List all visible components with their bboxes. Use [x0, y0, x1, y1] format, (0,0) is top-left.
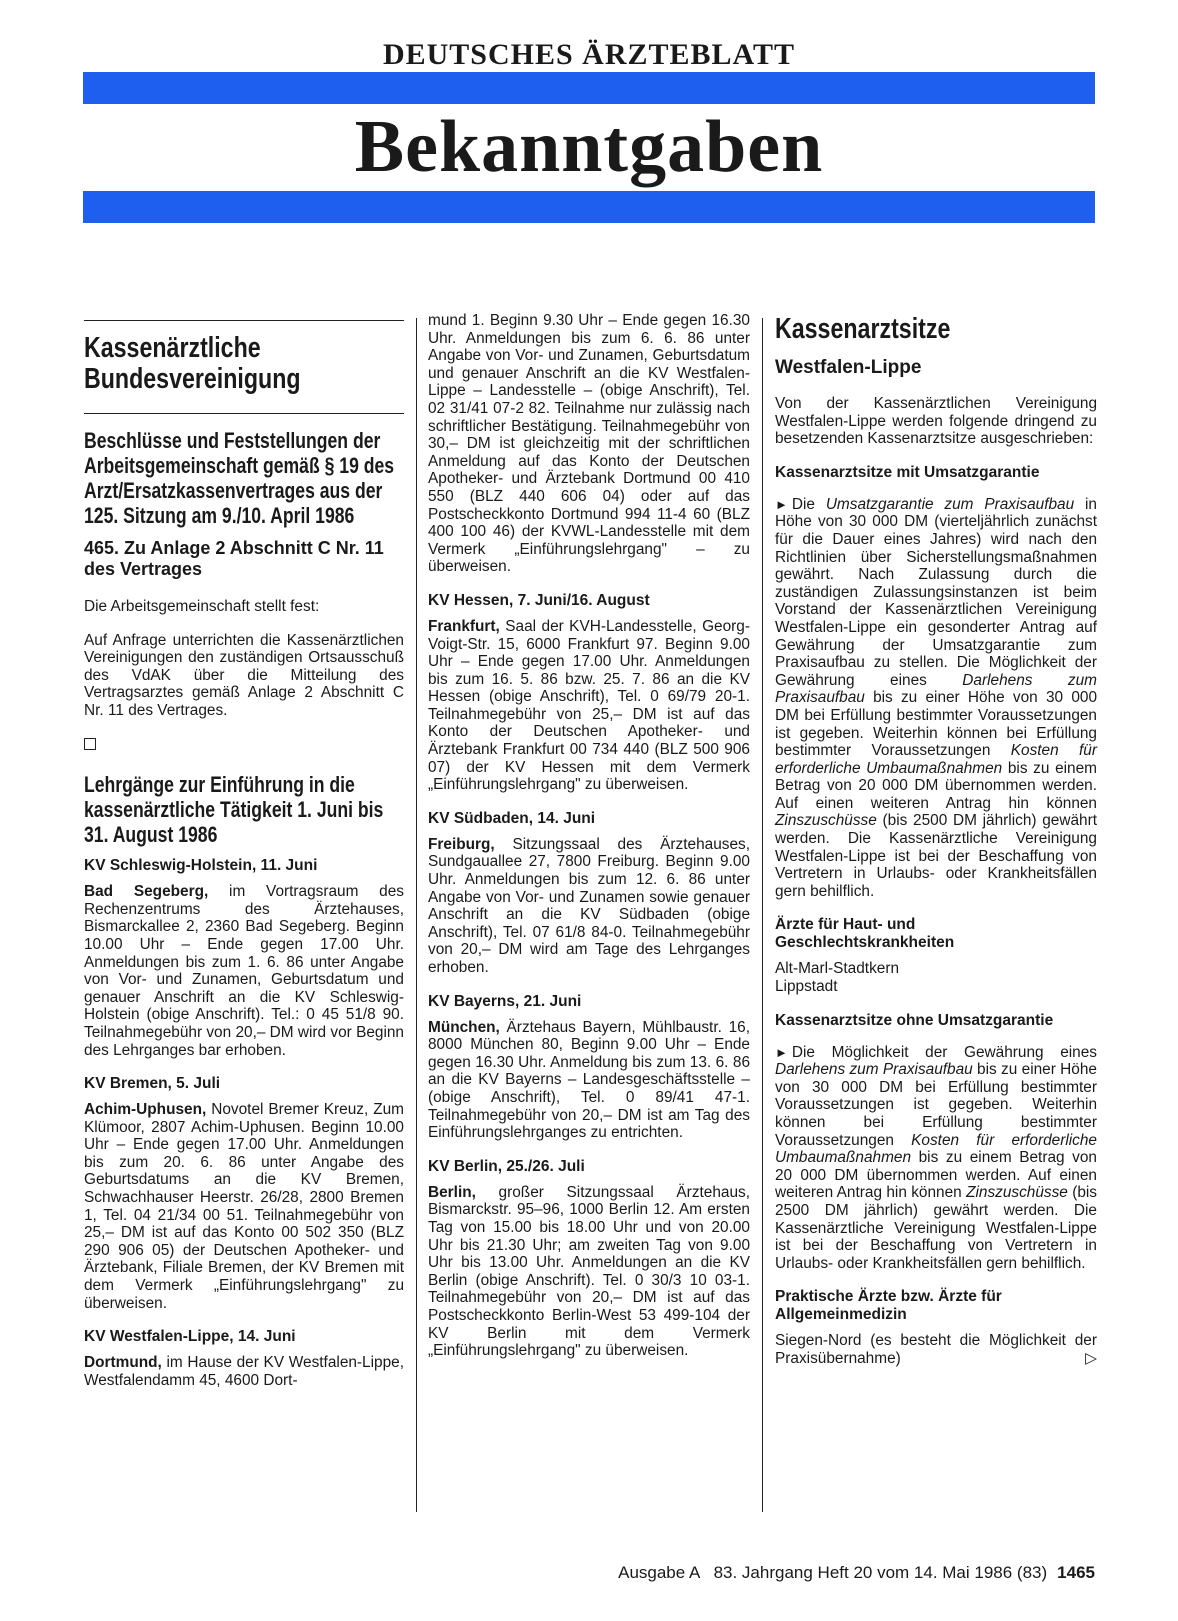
paragraph: [84, 1101, 404, 1312]
paragraph: [84, 883, 404, 1059]
rule: [84, 320, 404, 321]
header-band-bottom: [83, 191, 1095, 223]
paragraph: [428, 1019, 750, 1142]
end-mark: [84, 738, 96, 750]
text: (bis 2500 DM jährlich) gewährt werden. Die Kassenärztliche Vereinigung Westfalen-Lippe ist bei der Beschaffung von Vertretern in Urlaubs- oder Krankheitsfällen gern behilflich.: [775, 1184, 1098, 1272]
place-lead: Berlin,: [428, 1183, 476, 1201]
issue-info: Ausgabe A 83. Jahrgang Heft 20 vom 14. Mai 1986 (83): [618, 1563, 1048, 1582]
section-heading: Ärzte für Haut- und Geschlechtskrankheiten: [775, 916, 955, 952]
org-title: Kassenärztliche Bundesvereinigung: [84, 332, 301, 395]
kassenarztsitze-title: Kassenarztsitze: [775, 313, 951, 345]
header-band-top: [83, 72, 1095, 104]
section-heading: Kassenarztsitze mit Umsatzgarantie: [775, 463, 1040, 481]
emphasis: Umsatzgarantie zum Praxisaufbau: [825, 495, 1075, 513]
text: bis zu einem Betrag von 20 000 DM übernommen werden. Auf einen weiteren Antrag hin können: [775, 1149, 1097, 1202]
paragraph: Auf Anfrage unterrichten die Kassenärztlichen Vereinigungen den zuständigen Ortsausschuß des VdAK über die Mitteilung des Vertragsarztes gemäß Anlage 2 Abschnitt C Nr. 11 des Vertrages.: [84, 631, 404, 719]
text: (bis 2500 DM jährlich) gewährt werden. Die Kassenärztliche Vereinigung Westfalen-Lippe ist bei der Beschaffung von Vertretern in Urlaubs- oder Krankheitsfällen gern behilflich.: [775, 812, 1097, 900]
section-heading: Kassenarztsitze ohne Umsatzgarantie: [775, 1011, 1054, 1029]
column-2: [428, 312, 750, 1360]
section-heading: KV Westfalen-Lippe, 14. Juni: [84, 1328, 296, 1346]
bullet-icon: ►: [775, 496, 788, 512]
place-lead: Dortmund,: [84, 1354, 162, 1372]
paragraph: mund 1. Beginn 9.30 Uhr – Ende gegen 16.30 Uhr. Anmeldungen bis zum 6. 6. 86 unter Angabe von Vor- und Zunamen, Geburtsdatum und genauer Anschrift an die KV Westfalen-Lippe – Landesstelle – (obige Anschrift), Tel. 02 31/41 07-2 82. Teilnahme nur zulässig nach schriftlicher Bestätigung. Teilnahmegebühr von 30,– DM ist gleichzeitig mit der schriftlichen Anmeldung auf das Konto der Deutschen Apotheker- und Ärztebank Dortmund 00 410 550 (BLZ 440 606 04) oder auf das Postscheckkonto Dortmund 994 11-4 60 (BLZ 400 100 46) der KVWL-Landesstelle mit dem Vermerk „Einführungslehrgang" – zu überweisen.: [428, 312, 750, 576]
paragraph-text: Ärztehaus Bayern, Mühlbaustr. 16, 8000 München 80, Beginn 9.00 Uhr – Ende gegen 16.30 Uhr. Anmeldung bis zum 13. 6. 86 an die KV Bayerns – Landesgeschäftsstelle – (obige Anschrift), Tel. 0 89/41 47-1. Teilnahmegebühr von 20,– DM ist am Tag des Einführungslehrganges zu entrichten.: [428, 1018, 750, 1142]
place: Alt-Marl-Stadtkern: [775, 960, 900, 978]
emphasis: Kosten für erforderliche Umbaumaßnahmen: [775, 1131, 1097, 1167]
rule: [84, 413, 404, 414]
bullet-icon: ►: [775, 1044, 788, 1060]
continue-arrow-icon: ▷: [1085, 1349, 1097, 1367]
paragraph-text: Sitzungssaal des Ärztehauses, Sundgauallee 27, 7800 Freiburg. Beginn 9.00 Uhr. Anmeldungen bis zum 12. 6. 86 unter Angabe von Vor- und Zunamen sowie genauer Anschrift an die KV Südbaden (obige Anschrift), Tel. 07 61/8 84-0. Teilnahmegebühr von 20,– DM wird am Tage des Lehrganges erhoben.: [428, 835, 750, 976]
text: bis zu einer Höhe von 30 000 DM bei Erfüllung bestimmter Voraussetzungen ist gegeben. Weiterhin können bei Erfüllung bestimmter Voraussetzungen: [775, 1061, 1097, 1149]
paragraph: Die Arbeitsgemeinschaft stellt fest:: [84, 598, 320, 615]
place-lead: Achim-Uphusen,: [84, 1101, 207, 1119]
paragraph-text: im Vortragsraum des Rechenzentrums des Ärztehauses, Bismarckallee 2, 2360 Bad Segeberg. Beginn 10.00 Uhr – Ende gegen 17.00 Uhr. Anmeldungen bis zum 1. 6. 86 unter Angabe von Vor- und Zunamen, Geburtsdatum und genauer Anschrift an die KV Schleswig-Holstein (obige Anschrift). Tel.: 0 45 51/8 90. Teilnahmegebühr von 20,– DM wird vor Beginn des Lehrganges bar erhoben.: [84, 883, 404, 1059]
column-divider: [416, 318, 417, 1512]
beschluss-title: Beschlüsse und Feststellungen der Arbeitsgemeinschaft gemäß § 19 des Arzt/Ersatzkassenvertrages aus der 125. Sitzung am 9./10. April 1986: [84, 428, 395, 528]
region-heading: Westfalen-Lippe: [775, 357, 922, 378]
emphasis: Zinszuschüsse: [966, 1184, 1068, 1202]
paragraph-text: im Hause der KV Westfalen-Lippe, Westfalendamm 45, 4600 Dort-: [84, 1354, 404, 1389]
place-lead: Bad Segeberg,: [84, 883, 209, 901]
place-lead: Freiburg,: [428, 835, 495, 853]
text: Siegen-Nord (es besteht die Möglichkeit der Praxisübernahme): [775, 1332, 1097, 1367]
lehrgang-title: Lehrgänge zur Einführung in die kassenärztliche Tätigkeit 1. Juni bis 31. August 1986: [84, 772, 384, 848]
section-heading: KV Bremen, 5. Juli: [84, 1075, 221, 1093]
place-lead: München,: [428, 1018, 500, 1036]
emphasis: Kosten für erforderliche Umbaumaßnahmen: [775, 742, 1097, 777]
paragraph: [775, 496, 1097, 901]
emphasis: Darlehens zum Praxisaufbau: [775, 671, 1097, 707]
text: bis zu einer Höhe von 30 000 DM bei Erfüllung bestimmter Voraussetzungen ist gegeben. Weiterhin können bei Erfüllung bestimmter Voraussetzungen: [775, 689, 1097, 760]
paragraph: [428, 618, 750, 794]
section-heading: KV Hessen, 7. Juni/16. August: [428, 591, 650, 609]
paragraph: [428, 1184, 750, 1360]
page-title: Bekanntgaben: [354, 106, 824, 188]
column-1: [84, 320, 404, 1389]
paragraph: [428, 836, 750, 977]
paragraph-text: Novotel Bremer Kreuz, Zum Klümoor, 2807 Achim-Uphusen. Beginn 10.00 Uhr – Ende gegen 17.00 Uhr. Anmeldungen bis zum 20. 6. 86 unter Angabe des Geburtsdatums an die KV Bremen, Schwachhauser Heerstr. 26/28, 2800 Bremen 1, Tel. 04 21/34 00 51. Teilnahmegebühr von 25,– DM ist auf das Konto 00 502 350 (BLZ 290 906 05) der Deutschen Apotheker- und Ärztebank, Filiale Bremen, der KV Bremen mit dem Vermerk „Einführungslehrgang" zu überweisen.: [84, 1101, 404, 1312]
page-footer: [0, 1563, 1095, 1583]
column-3: [775, 313, 1098, 1368]
section-heading: KV Schleswig-Holstein, 11. Juni: [84, 857, 318, 875]
paragraph: [775, 1044, 1097, 1273]
page-number: 1465: [1057, 1563, 1095, 1582]
text: Die Möglichkeit der Gewährung eines: [791, 1043, 1097, 1061]
section-heading: KV Berlin, 25./26. Juli: [428, 1157, 585, 1175]
section-heading: KV Südbaden, 14. Juni: [428, 809, 596, 827]
column-divider: [762, 318, 763, 1512]
emphasis: Zinszuschüsse: [775, 812, 877, 830]
paragraph-text: großer Sitzungssaal Ärztehaus, Bismarckstr. 95–96, 1000 Berlin 12. Am ersten Tag von 15.00 bis 18.00 Uhr und von 20.00 Uhr bis 21.30 Uhr; am zweiten Tag von 9.00 Uhr bis 13.00 Uhr. Anmeldungen an die KV Berlin (obige Anschrift). Tel. 0 30/3 10 03-1. Teilnahmegebühr von 20,– DM ist auf das Postscheckkonto Berlin-West 53 499-104 der KV Berlin mit dem Vermerk „Einführungslehrgang" zu überweisen.: [428, 1183, 750, 1360]
paragraph: [84, 1354, 404, 1389]
paragraph: [775, 1332, 1097, 1367]
section-heading: Praktische Ärzte bzw. Ärzte für Allgemeinmedizin: [775, 1288, 1002, 1324]
paragraph-text: Saal der KVH-Landesstelle, Georg-Voigt-Str. 15, 6000 Frankfurt 97. Beginn 9.00 Uhr – Ende gegen 17.00 Uhr. Anmeldungen bis zum 16. 5. 86 bzw. 25. 7. 86 an die KV Hessen (obige Anschrift), Tel. 0 69/79 20-1. Teilnahmegebühr von 25,– DM ist auf das Konto der Deutschen Apotheker- und Ärztebank Frankfurt 00 734 440 (BLZ 500 906 07) der KV Hessen mit dem Vermerk „Einführungslehrgang" zu überweisen.: [428, 617, 750, 794]
section-heading: KV Bayerns, 21. Juni: [428, 992, 582, 1010]
item-heading: 465. Zu Anlage 2 Abschnitt C Nr. 11 des Vertrages: [84, 538, 384, 579]
paragraph: Von der Kassenärztlichen Vereinigung Westfalen-Lippe werden folgende dringend zu besetzenden Kassenarztsitze ausgeschrieben:: [775, 395, 1097, 448]
text: bis zu einem Betrag von 20 000 DM übernommen werden. Auf einen weiteren Antrag hin können: [775, 759, 1097, 812]
text: Die: [791, 495, 815, 513]
place-lead: Frankfurt,: [428, 617, 500, 635]
masthead: DEUTSCHES ÄRZTEBLATT: [382, 38, 796, 71]
emphasis: Darlehens zum Praxisaufbau: [775, 1061, 973, 1079]
place: Lippstadt: [775, 978, 838, 996]
place-list: [775, 960, 1097, 995]
text: in Höhe von 30 000 DM (vierteljährlich zunächst für die Dauer eines Jahres) wird nach den Richtlinien über Sicherstellungsmaßnahmen gewährt. Nach Zulassung durch die zuständigen Zulassungsinstanzen ist beim Vorstand der Kassenärztlichen Vereinigung Westfalen-Lippe ein gesonderter Antrag auf Gewährung der Umsatzgarantie zum Praxisaufbau zu stellen. Die Möglichkeit der Gewährung eines: [775, 495, 1097, 689]
